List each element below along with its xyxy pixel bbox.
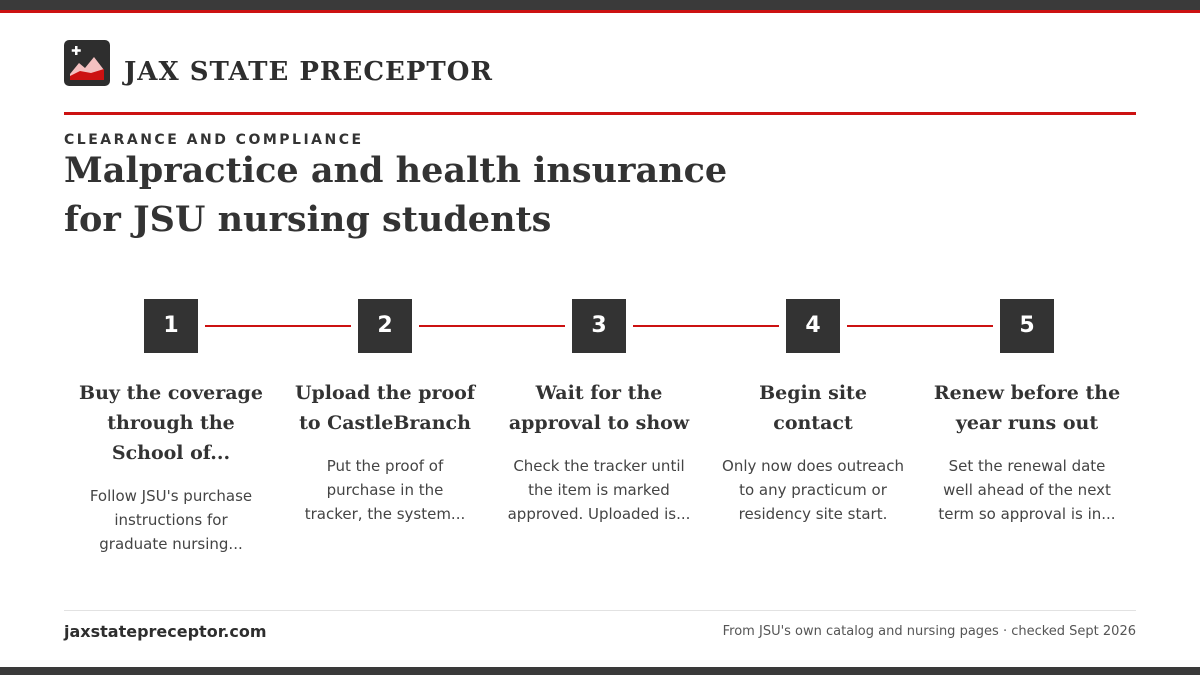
step-title-4 (713, 378, 913, 438)
step-title-line: Wait for the (535, 382, 663, 404)
footer-divider (64, 610, 1136, 611)
step-connector-3-4 (633, 325, 779, 327)
brand-name: JAX STATE PRECEPTOR (124, 57, 494, 87)
step-connector-1-2 (205, 325, 351, 327)
step-title-line: year runs out (955, 412, 1099, 434)
step-description-1 (71, 484, 271, 556)
step-title-1 (71, 378, 271, 468)
step-title-line: Begin site (759, 382, 867, 404)
step-desc-line: Set the renewal date (948, 457, 1106, 475)
step-description-2 (285, 454, 485, 526)
step-title-line: Upload the proof (294, 382, 476, 404)
step-desc-line: purchase in the (326, 481, 444, 499)
step-number-1: 1 (144, 299, 198, 353)
step-connector-4-5 (847, 325, 993, 327)
step-title-line: Buy the coverage (79, 382, 263, 404)
page-title-line-1: Malpractice and health insurance (64, 150, 728, 191)
step-number-5: 5 (1000, 299, 1054, 353)
step-title-line: through the (107, 412, 235, 434)
step-desc-line: residency site start. (738, 505, 888, 523)
section-kicker: CLEARANCE AND COMPLIANCE (64, 132, 364, 148)
step-desc-line: instructions for (114, 511, 228, 529)
medical-mountain-logo-icon (64, 40, 110, 86)
step-desc-line: Put the proof of (326, 457, 444, 475)
step-title-line: contact (773, 412, 853, 434)
step-desc-line: to any practicum or (739, 481, 887, 499)
step-number-3: 3 (572, 299, 626, 353)
step-number-2: 2 (358, 299, 412, 353)
page-title (64, 146, 764, 244)
step-description-5 (927, 454, 1127, 526)
step-desc-line: well ahead of the next (943, 481, 1111, 499)
step-title-5 (927, 378, 1127, 438)
step-desc-line: the item is marked (528, 481, 670, 499)
bottom-dark-bar (0, 667, 1200, 675)
top-dark-bar (0, 0, 1200, 10)
site-url: jaxstatepreceptor.com (64, 622, 267, 641)
step-description-4 (713, 454, 913, 526)
step-desc-line: Follow JSU's purchase (89, 487, 253, 505)
step-connector-2-3 (419, 325, 565, 327)
step-desc-line: Only now does outreach (722, 457, 904, 475)
step-number-4: 4 (786, 299, 840, 353)
step-title-line: approval to show (508, 412, 690, 434)
brand-divider (64, 112, 1136, 115)
page-title-line-2: for JSU nursing students (64, 199, 552, 240)
source-note: From JSU's own catalog and nursing pages · checked Sept 2026 (722, 624, 1136, 639)
step-title-3 (499, 378, 699, 438)
step-desc-line: Check the tracker until (513, 457, 685, 475)
step-desc-line: tracker, the system... (304, 505, 466, 523)
step-desc-line: approved. Uploaded is... (507, 505, 691, 523)
top-accent-stripe (0, 10, 1200, 13)
step-desc-line: graduate nursing... (99, 535, 243, 553)
step-title-2 (285, 378, 485, 438)
step-title-line: School of... (111, 442, 231, 464)
step-desc-line: term so approval is in... (938, 505, 1116, 523)
step-title-line: to CastleBranch (299, 412, 471, 434)
step-title-line: Renew before the (933, 382, 1121, 404)
step-description-3 (499, 454, 699, 526)
